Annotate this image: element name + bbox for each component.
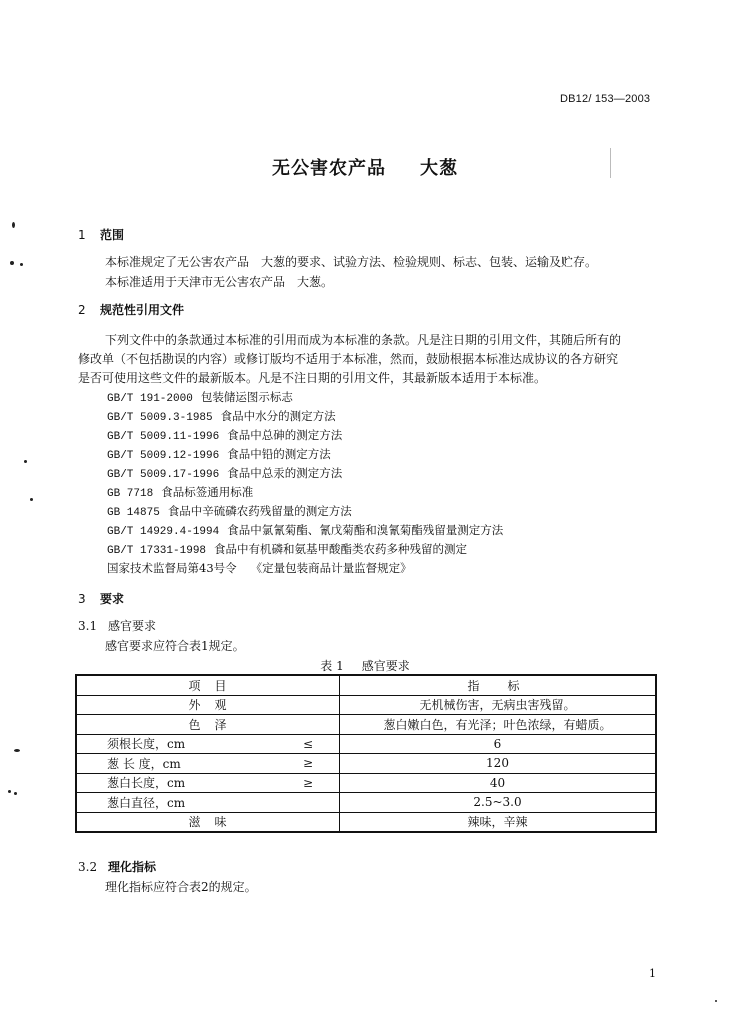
table-1-title: 感官要求 — [361, 659, 410, 673]
subsection-3-1-heading — [78, 617, 156, 634]
row-value: 辣味，辛辣 — [340, 812, 657, 832]
section-2-intro-line-3: 是否可使用这些文件的最新版本。凡是不注日期的引用文件，其最新版本适用于本标准。 — [78, 371, 547, 385]
standard-number: DB12/ 153—2003 — [560, 93, 651, 105]
section-2-heading — [78, 301, 184, 318]
table-1-caption — [0, 657, 730, 674]
row-value: 无机械伤害，无病虫害残留。 — [340, 695, 657, 715]
reference-item: GB/T 5009.11-1996 食品中总砷的测定方法 — [107, 428, 343, 443]
scan-speck — [24, 460, 27, 463]
scan-speck — [8, 790, 11, 793]
row-item: 滋 味 — [76, 812, 340, 832]
subsection-3-1-title: 感官要求 — [108, 619, 157, 633]
scan-speck — [10, 261, 14, 265]
title-sub: 大葱 — [420, 158, 458, 179]
scan-speck — [715, 1000, 717, 1002]
row-value: 2.5~3.0 — [340, 793, 657, 813]
section-3-number: 3 — [78, 592, 86, 606]
section-1-title: 范围 — [100, 228, 125, 242]
reference-item: GB/T 5009.12-1996 食品中铅的测定方法 — [107, 447, 331, 462]
reference-item: 国家技术监督局第43号令 《定量包装商品计量监督规定》 — [107, 561, 412, 575]
table-1-number: 表 1 — [320, 659, 344, 673]
sensory-requirements-table — [75, 674, 657, 833]
page-number: 1 — [649, 967, 656, 980]
row-relation: ≤ — [303, 734, 340, 754]
section-2-intro-line-1: 下列文件中的条款通过本标准的引用而成为本标准的条款。凡是注日期的引用文件，其随后所有的 — [105, 333, 622, 347]
table-row — [76, 734, 656, 754]
row-item: 须根长度，cm — [76, 734, 303, 754]
row-value: 6 — [340, 734, 657, 754]
subsection-3-1-number: 3.1 — [78, 619, 98, 633]
section-3-title: 要求 — [100, 592, 125, 606]
reference-item: GB 7718 食品标签通用标准 — [107, 485, 254, 500]
table-row — [76, 793, 656, 813]
row-value: 葱白嫩白色，有光泽；叶色浓绿，有蜡质。 — [340, 715, 657, 735]
page-title — [0, 154, 730, 180]
row-item: 葱 长 度，cm — [76, 754, 303, 774]
table-header-row — [76, 675, 656, 695]
subsection-3-2-title: 理化指标 — [108, 860, 157, 874]
section-1-paragraph-2: 本标准适用于天津市无公害农产品 大葱。 — [105, 275, 334, 289]
subsection-3-2-text: 理化指标应符合表2的规定。 — [105, 880, 257, 894]
section-2-intro-line-2: 修改单（不包括勘误的内容）或修订版均不适用于本标准，然而，鼓励根据本标准达成协议的各方研究 — [78, 352, 619, 366]
header-value: 指 标 — [340, 675, 657, 695]
reference-item: GB/T 191-2000 包装储运图示标志 — [107, 390, 293, 405]
row-value: 120 — [340, 754, 657, 774]
section-1-paragraph-1: 本标准规定了无公害农产品 大葱的要求、试验方法、检验规则、标志、包装、运输及贮存。 — [105, 255, 598, 269]
row-value: 40 — [340, 773, 657, 793]
section-3-heading — [78, 590, 124, 607]
scan-speck — [30, 498, 33, 501]
reference-item: GB/T 5009.3-1985 食品中水分的测定方法 — [107, 409, 336, 424]
row-item: 外 观 — [76, 695, 340, 715]
table-row — [76, 695, 656, 715]
scan-speck — [14, 749, 20, 752]
row-item: 葱白直径，cm — [76, 793, 340, 813]
reference-item: GB 14875 食品中辛硫磷农药残留量的测定方法 — [107, 504, 352, 519]
section-1-number: 1 — [78, 228, 86, 242]
row-item: 葱白长度，cm — [76, 773, 303, 793]
scan-speck — [20, 263, 23, 266]
row-relation: ≥ — [303, 754, 340, 774]
title-main: 无公害农产品 — [272, 158, 386, 179]
table-row — [76, 773, 656, 793]
section-2-number: 2 — [78, 303, 86, 317]
reference-item: GB/T 14929.4-1994 食品中氯氰菊酯、氰戊菊酯和溴氰菊酯残留量测定方法 — [107, 523, 504, 538]
subsection-3-2-number: 3.2 — [78, 860, 98, 874]
reference-item: GB/T 5009.17-1996 食品中总汞的测定方法 — [107, 466, 343, 481]
subsection-3-2-heading — [78, 858, 156, 875]
table-row — [76, 715, 656, 735]
section-1-heading — [78, 226, 124, 243]
table-row — [76, 812, 656, 832]
header-item: 项 目 — [76, 675, 340, 695]
row-item: 色 泽 — [76, 715, 340, 735]
reference-item: GB/T 17331-1998 食品中有机磷和氨基甲酸酯类农药多种残留的测定 — [107, 542, 468, 557]
table-row — [76, 754, 656, 774]
scan-speck — [14, 792, 17, 795]
scan-speck — [12, 222, 15, 228]
subsection-3-1-text: 感官要求应符合表1规定。 — [105, 639, 245, 653]
section-2-title: 规范性引用文件 — [100, 303, 185, 317]
row-relation: ≥ — [303, 773, 340, 793]
